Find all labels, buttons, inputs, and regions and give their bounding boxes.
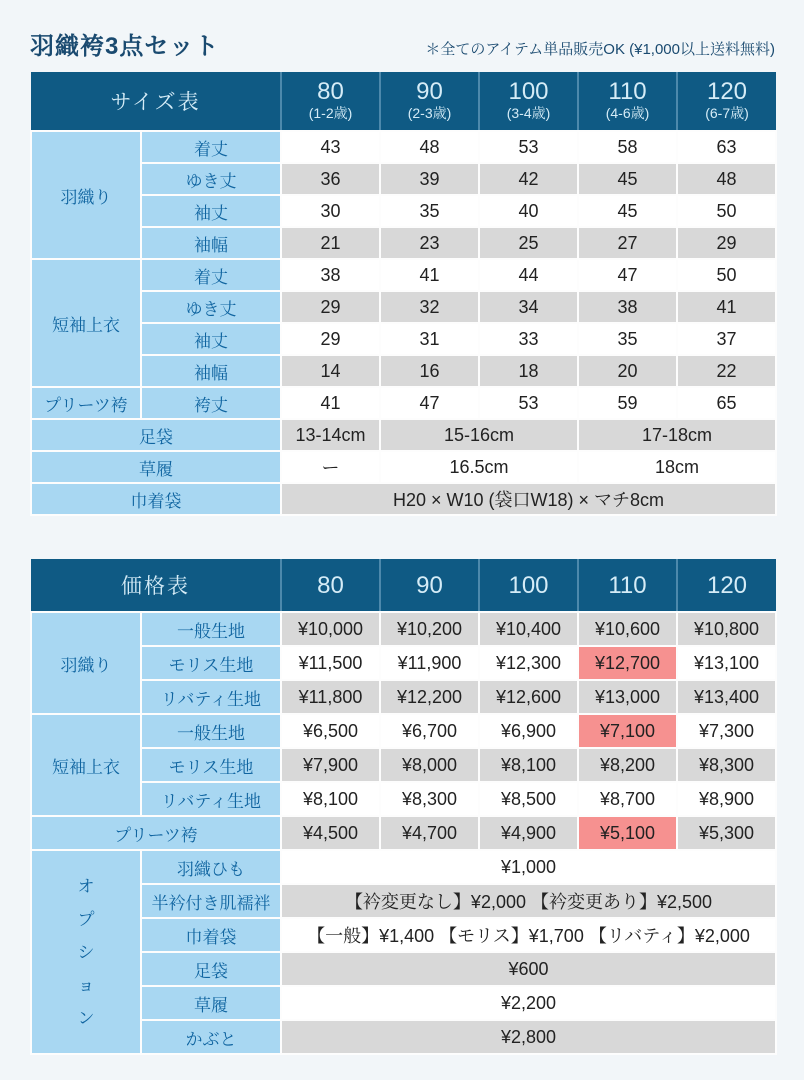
price-col-header-100: 100 (479, 559, 578, 612)
size-col-header-110 (578, 72, 677, 131)
row-label-kinchaku: 巾着袋 (31, 483, 281, 515)
price-col-header-120: 120 (677, 559, 776, 612)
row-label: 羽織ひも (141, 850, 281, 884)
size-cell: 41 (380, 259, 479, 291)
option-char: ン (77, 1008, 95, 1028)
group-label-haori: 羽織り (31, 612, 141, 714)
price-cell: ¥13,400 (677, 680, 776, 714)
size-cell: 48 (380, 131, 479, 163)
size-cell: 34 (479, 291, 578, 323)
size-cell: 20 (578, 355, 677, 387)
table-row (31, 451, 776, 483)
size-cell: 45 (578, 195, 677, 227)
price-cell: ¥12,600 (479, 680, 578, 714)
price-cell: ¥6,700 (380, 714, 479, 748)
size-cell: 63 (677, 131, 776, 163)
price-cell: ¥12,300 (479, 646, 578, 680)
price-cell: ¥10,600 (578, 612, 677, 646)
table-row (31, 918, 776, 952)
price-cell: ¥11,500 (281, 646, 380, 680)
price-cell: ¥13,000 (578, 680, 677, 714)
table-row (31, 387, 776, 419)
row-label: 一般生地 (141, 612, 281, 646)
size-cell: 65 (677, 387, 776, 419)
size-cell: 53 (479, 387, 578, 419)
size-cell: 18cm (578, 451, 776, 483)
size-cell: 37 (677, 323, 776, 355)
table-row (31, 782, 776, 816)
row-label: 着丈 (141, 131, 281, 163)
size-cell: 36 (281, 163, 380, 195)
size-header-row (31, 72, 776, 131)
price-cell: ¥8,500 (479, 782, 578, 816)
table-row (31, 163, 776, 195)
row-label: ゆき丈 (141, 163, 281, 195)
size-cell: 22 (677, 355, 776, 387)
size-cell: 13-14cm (281, 419, 380, 451)
page-title: 羽織袴3点セット (30, 33, 220, 60)
price-cell: ¥7,300 (677, 714, 776, 748)
group-label-haori: 羽織り (31, 131, 141, 259)
price-cell: ¥10,000 (281, 612, 380, 646)
option-price-cell: ¥2,200 (281, 986, 776, 1020)
size-cell: H20 × W10 (袋口W18) × マチ8cm (281, 483, 776, 515)
price-col-header-90: 90 (380, 559, 479, 612)
price-table (30, 559, 777, 1055)
table-row (31, 952, 776, 986)
size-cell: 35 (578, 323, 677, 355)
size-cell: 14 (281, 355, 380, 387)
price-table-title: 価格表 (31, 559, 281, 612)
price-cell: ¥8,300 (677, 748, 776, 782)
size-label: 120 (706, 77, 748, 105)
size-col-header-90 (380, 72, 479, 131)
price-cell: ¥10,200 (380, 612, 479, 646)
size-cell: 25 (479, 227, 578, 259)
table-row (31, 291, 776, 323)
table-row (31, 612, 776, 646)
price-cell: ¥11,900 (380, 646, 479, 680)
size-cell: 53 (479, 131, 578, 163)
price-cell: ¥8,700 (578, 782, 677, 816)
group-label-tansode: 短袖上衣 (31, 259, 141, 387)
row-label: 袴丈 (141, 387, 281, 419)
size-cell: 50 (677, 259, 776, 291)
price-cell: ¥10,800 (677, 612, 776, 646)
row-label: かぶと (141, 1020, 281, 1054)
size-cell: 38 (281, 259, 380, 291)
group-label-tansode: 短袖上衣 (31, 714, 141, 816)
price-cell: ¥4,500 (281, 816, 380, 850)
size-cell: 27 (578, 227, 677, 259)
price-cell-highlighted: ¥12,700 (578, 646, 677, 680)
group-label-options (31, 850, 141, 1054)
size-cell: 33 (479, 323, 578, 355)
price-cell: ¥6,500 (281, 714, 380, 748)
size-cell: 18 (479, 355, 578, 387)
size-cell: 30 (281, 195, 380, 227)
size-cell: 17-18cm (578, 419, 776, 451)
table-row (31, 483, 776, 515)
size-table-title: サイズ表 (31, 72, 281, 131)
size-label: 100 (508, 77, 549, 105)
option-price-cell: ¥2,800 (281, 1020, 776, 1054)
price-cell: ¥4,700 (380, 816, 479, 850)
size-cell: 50 (677, 195, 776, 227)
price-cell: ¥8,000 (380, 748, 479, 782)
size-cell: 44 (479, 259, 578, 291)
option-char: シ (77, 942, 95, 962)
row-label: ゆき丈 (141, 291, 281, 323)
size-col-header-120 (677, 72, 776, 131)
table-row (31, 355, 776, 387)
size-col-header-100 (479, 72, 578, 131)
size-cell: 47 (578, 259, 677, 291)
row-label: 袖幅 (141, 355, 281, 387)
table-row (31, 419, 776, 451)
row-label: 巾着袋 (141, 918, 281, 952)
price-cell: ¥10,400 (479, 612, 578, 646)
header-bar (30, 26, 775, 61)
table-row (31, 986, 776, 1020)
size-label: 80 (317, 77, 344, 105)
age-label: (6-7歳) (705, 104, 749, 121)
table-row (31, 714, 776, 748)
price-cell: ¥8,100 (479, 748, 578, 782)
size-cell: 41 (281, 387, 380, 419)
size-cell: 59 (578, 387, 677, 419)
size-cell: 31 (380, 323, 479, 355)
size-cell: 23 (380, 227, 479, 259)
row-label-tabi: 足袋 (31, 419, 281, 451)
price-cell: ¥5,300 (677, 816, 776, 850)
size-cell: 45 (578, 163, 677, 195)
option-price-cell: ¥1,000 (281, 850, 776, 884)
age-label: (1-2歳) (308, 104, 353, 121)
size-cell: 43 (281, 131, 380, 163)
price-cell: ¥8,200 (578, 748, 677, 782)
size-cell: 41 (677, 291, 776, 323)
size-cell: 21 (281, 227, 380, 259)
row-label: モリス生地 (141, 646, 281, 680)
price-cell: ¥11,800 (281, 680, 380, 714)
price-cell: ¥7,900 (281, 748, 380, 782)
price-cell-highlighted: ¥5,100 (578, 816, 677, 850)
row-label: 袖丈 (141, 195, 281, 227)
table-row (31, 227, 776, 259)
price-cell-highlighted: ¥7,100 (578, 714, 677, 748)
size-cell: 42 (479, 163, 578, 195)
row-label: 一般生地 (141, 714, 281, 748)
table-row (31, 850, 776, 884)
price-cell: ¥12,200 (380, 680, 479, 714)
row-label: 足袋 (141, 952, 281, 986)
price-cell: ¥8,300 (380, 782, 479, 816)
age-label: (3-4歳) (506, 104, 551, 121)
size-cell: 35 (380, 195, 479, 227)
option-price-cell: 【一般】¥1,400 【モリス】¥1,700 【リバティ】¥2,000 (281, 918, 776, 952)
size-label: 90 (416, 77, 443, 105)
row-label: 袖丈 (141, 323, 281, 355)
age-label: (2-3歳) (407, 104, 452, 121)
table-row (31, 680, 776, 714)
table-row (31, 131, 776, 163)
age-label: (4-6歳) (605, 104, 650, 121)
table-row (31, 323, 776, 355)
price-col-header-110: 110 (578, 559, 677, 612)
table-row (31, 646, 776, 680)
size-cell: 16.5cm (380, 451, 578, 483)
row-label: 草履 (141, 986, 281, 1020)
option-char: プ (77, 909, 95, 929)
row-label: リバティ生地 (141, 782, 281, 816)
option-char: オ (77, 876, 95, 896)
row-label: 着丈 (141, 259, 281, 291)
price-cell: ¥13,100 (677, 646, 776, 680)
size-cell: 40 (479, 195, 578, 227)
row-label: モリス生地 (141, 748, 281, 782)
row-label-zori: 草履 (31, 451, 281, 483)
price-col-header-80: 80 (281, 559, 380, 612)
size-cell: 29 (677, 227, 776, 259)
price-cell: ¥6,900 (479, 714, 578, 748)
row-label: 半衿付き肌襦袢 (141, 884, 281, 918)
price-cell: ¥8,900 (677, 782, 776, 816)
group-label-hakama: プリーツ袴 (31, 387, 141, 419)
table-row (31, 1020, 776, 1054)
size-cell: 29 (281, 323, 380, 355)
size-table (30, 72, 777, 516)
option-char: ョ (77, 975, 95, 995)
row-label: リバティ生地 (141, 680, 281, 714)
size-cell: 39 (380, 163, 479, 195)
table-row (31, 884, 776, 918)
size-cell: 38 (578, 291, 677, 323)
row-label-pleats-hakama: プリーツ袴 (31, 816, 281, 850)
size-cell: 29 (281, 291, 380, 323)
size-col-header-80 (281, 72, 380, 131)
size-cell: 47 (380, 387, 479, 419)
size-cell: ー (281, 451, 380, 483)
size-cell: 48 (677, 163, 776, 195)
price-cell: ¥4,900 (479, 816, 578, 850)
size-cell: 16 (380, 355, 479, 387)
size-cell: 32 (380, 291, 479, 323)
table-row (31, 816, 776, 850)
size-label: 110 (608, 77, 647, 105)
option-price-cell: ¥600 (281, 952, 776, 986)
table-row (31, 259, 776, 291)
row-label: 袖幅 (141, 227, 281, 259)
table-row (31, 748, 776, 782)
price-cell: ¥8,100 (281, 782, 380, 816)
table-row (31, 195, 776, 227)
single-sale-note: ＊全てのアイテム単品販売OK (¥1,000以上送料無料) (425, 41, 775, 58)
option-price-cell: 【衿変更なし】¥2,000 【衿変更あり】¥2,500 (281, 884, 776, 918)
size-cell: 15-16cm (380, 419, 578, 451)
price-header-row (31, 559, 776, 612)
size-cell: 58 (578, 131, 677, 163)
